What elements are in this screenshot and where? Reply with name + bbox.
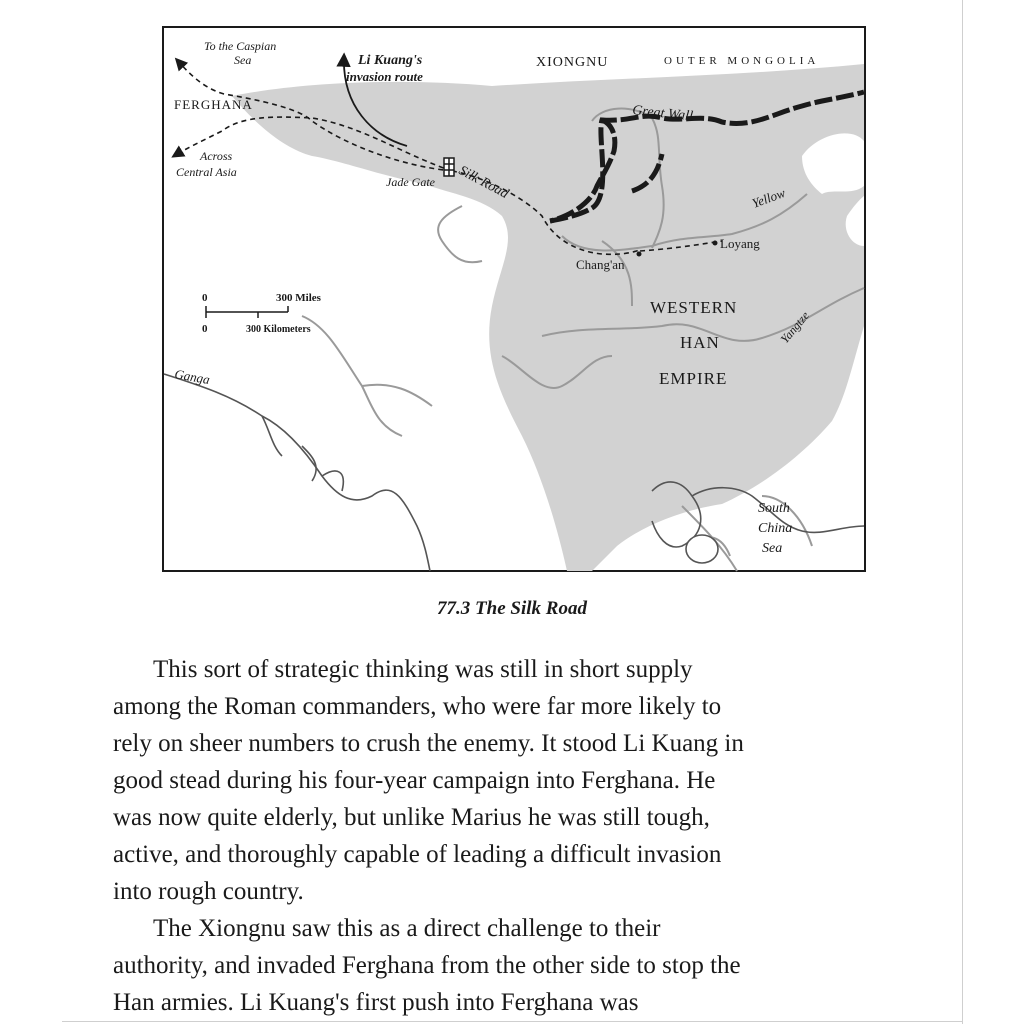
body-text [113,651,913,1021]
label-south: South [758,501,790,516]
text-line: rely on sheer numbers to crush the enemy. It stood Li Kuang in [113,730,744,757]
scale-zero-bottom: 0 [202,323,208,335]
label-empire: EMPIRE [659,369,728,388]
text-line: The Xiongnu saw this as a direct challenge to their [153,915,661,942]
label-western: WESTERN [650,298,738,317]
label-jade-gate: Jade Gate [386,175,435,189]
label-li-kuang-line1: Li Kuang's [358,53,423,68]
paragraph-1 [113,651,913,910]
text-line: This sort of strategic thinking was still in short supply [153,656,693,683]
label-great-wall: Great Wall [631,103,694,125]
label-across-line1: Across [200,149,233,163]
paragraph-2 [113,910,913,1021]
text-line: among the Roman commanders, who were far more likely to [113,693,722,720]
text-line: good stead during his four-year campaign into Ferghana. He [113,767,716,794]
jade-gate-marker [444,158,454,176]
scale-kilometers-label: 300 Kilometers [246,324,311,335]
page-edge-bottom [62,1021,962,1022]
label-yellow-river: Yellow [749,185,788,211]
label-to-caspian-line1: To the Caspian [204,39,277,53]
changan-dot [637,252,642,257]
label-ganga: Ganga [173,366,211,388]
label-across-line2: Central Asia [176,165,237,179]
label-li-kuang-line2: invasion route [346,69,423,84]
loyang-dot [713,241,718,246]
text-line: was now quite elderly, but unlike Marius he was still tough, [113,804,710,831]
label-han: HAN [680,333,720,352]
figure-caption: 77.3 The Silk Road [437,598,587,619]
text-line: active, and thoroughly capable of leading a difficult invasion [113,841,722,868]
page-edge-right [962,0,963,1024]
label-changan: Chang'an [576,257,625,272]
label-yangtze: Yangtze [777,308,813,346]
label-outer-mongolia: OUTER MONGOLIA [664,55,820,67]
scale-miles-label: 300 Miles [276,292,321,304]
label-to-caspian-line2: Sea [234,53,252,67]
label-ferghana: FERGHANA [174,97,253,112]
text-line: authority, and invaded Ferghana from the other side to stop the [113,952,741,979]
scale-zero-top: 0 [202,292,208,304]
label-silk-road: Silk Road [456,163,511,202]
text-line: Han armies. Li Kuang's first push into Ferghana was [113,989,639,1016]
label-sea: Sea [762,541,783,556]
text-line: into rough country. [113,878,304,905]
label-china: China [758,521,793,536]
label-loyang: Loyang [720,236,760,251]
label-xiongnu: XIONGNU [536,55,609,70]
silk-road-map-figure [162,26,866,572]
hainan-island [686,535,718,563]
